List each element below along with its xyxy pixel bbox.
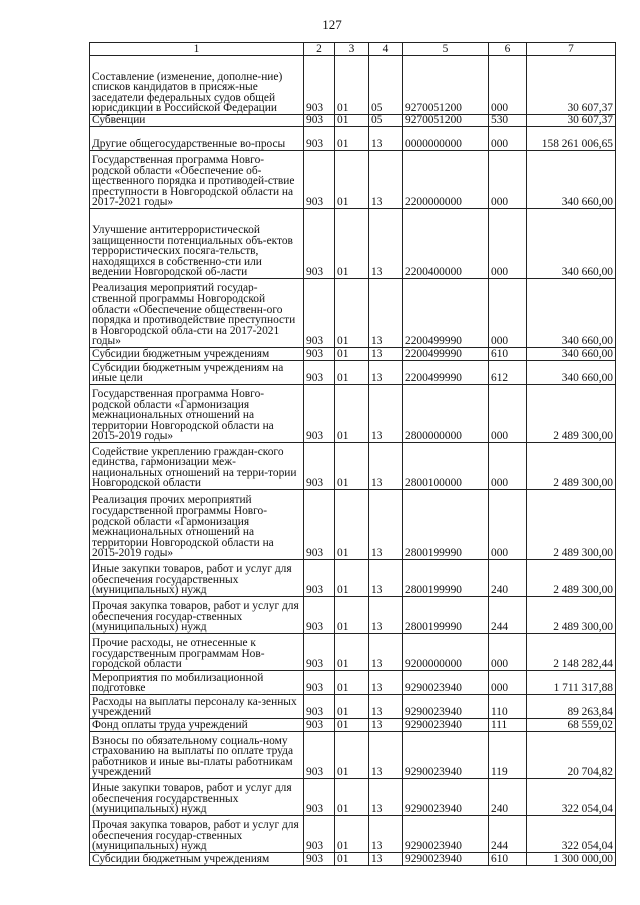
cell-item-name: Государственная программа Новго-родской области «Обеспечение об-щественного порядка и противодей-ствие преступности в Новгородской области на 2017-2021 годы» xyxy=(90,151,304,209)
table-row xyxy=(90,695,616,719)
table-row xyxy=(90,385,616,443)
cell-item-name: Прочая закупка товаров, работ и услуг для обеспечения государ-ственных (муниципальных) нужд xyxy=(90,597,304,634)
table-row xyxy=(90,732,616,779)
cell-expense-type-code: 110 xyxy=(489,695,527,719)
cell-section-code: 01 xyxy=(335,348,369,361)
cell-amount: 340 660,00 xyxy=(527,348,616,361)
cell-subsection-code: 13 xyxy=(369,779,403,816)
cell-subsection-code: 13 xyxy=(369,151,403,209)
cell-amount: 340 660,00 xyxy=(527,151,616,209)
cell-target-article-code: 2200499990 xyxy=(403,279,489,348)
cell-target-article-code: 2200400000 xyxy=(403,209,489,279)
table-header-row xyxy=(90,43,616,56)
cell-section-code: 01 xyxy=(335,597,369,634)
cell-amount: 68 559,02 xyxy=(527,719,616,732)
cell-amount: 340 660,00 xyxy=(527,279,616,348)
cell-ministry-code: 903 xyxy=(304,634,335,671)
cell-item-name: Мероприятия по мобилизационной подготовке xyxy=(90,671,304,695)
cell-item-name: Расходы на выплаты персоналу ка-зенных учреждений xyxy=(90,695,304,719)
cell-section-code: 01 xyxy=(335,732,369,779)
cell-target-article-code: 9290023940 xyxy=(403,816,489,853)
cell-subsection-code: 13 xyxy=(369,361,403,385)
cell-subsection-code: 13 xyxy=(369,732,403,779)
cell-subsection-code: 13 xyxy=(369,695,403,719)
cell-subsection-code: 05 xyxy=(369,115,403,127)
cell-item-name: Реализация прочих мероприятий государственной программы Новго-родской области «Гармонизация межнациональных отношений на территории Новгородской области на 2015-2019 годы» xyxy=(90,490,304,560)
cell-expense-type-code: 000 xyxy=(489,151,527,209)
cell-subsection-code: 05 xyxy=(369,56,403,115)
cell-item-name: Прочие расходы, не отнесенные к государственным программам Нов-городской области xyxy=(90,634,304,671)
cell-ministry-code: 903 xyxy=(304,361,335,385)
cell-item-name: Составление (изменение, дополне-ние) списков кандидатов в присяж-ные заседатели федеральных судов общей юрисдикции в Российской Федерации xyxy=(90,56,304,115)
cell-amount: 340 660,00 xyxy=(527,361,616,385)
cell-ministry-code: 903 xyxy=(304,209,335,279)
cell-subsection-code: 13 xyxy=(369,597,403,634)
cell-amount: 340 660,00 xyxy=(527,209,616,279)
cell-ministry-code: 903 xyxy=(304,597,335,634)
cell-expense-type-code: 244 xyxy=(489,597,527,634)
cell-section-code: 01 xyxy=(335,115,369,127)
cell-amount: 30 607,37 xyxy=(527,56,616,115)
cell-ministry-code: 903 xyxy=(304,816,335,853)
cell-item-name: Субсидии бюджетным учреждениям xyxy=(90,853,304,866)
cell-ministry-code: 903 xyxy=(304,127,335,151)
cell-section-code: 01 xyxy=(335,671,369,695)
cell-amount: 1 300 000,00 xyxy=(527,853,616,866)
cell-section-code: 01 xyxy=(335,361,369,385)
cell-item-name: Иные закупки товаров, работ и услуг для обеспечения государственных (муниципальных) нужд xyxy=(90,779,304,816)
table-row xyxy=(90,151,616,209)
cell-target-article-code: 9270051200 xyxy=(403,56,489,115)
cell-item-name: Фонд оплаты труда учреждений xyxy=(90,719,304,732)
cell-amount: 2 148 282,44 xyxy=(527,634,616,671)
cell-subsection-code: 13 xyxy=(369,490,403,560)
table-row xyxy=(90,853,616,866)
cell-ministry-code: 903 xyxy=(304,443,335,490)
cell-expense-type-code: 240 xyxy=(489,560,527,597)
cell-expense-type-code: 240 xyxy=(489,779,527,816)
table-row xyxy=(90,56,616,115)
table-row xyxy=(90,209,616,279)
column-header: 4 xyxy=(369,43,403,56)
cell-target-article-code: 0000000000 xyxy=(403,127,489,151)
cell-subsection-code: 13 xyxy=(369,279,403,348)
table-row xyxy=(90,719,616,732)
cell-expense-type-code: 000 xyxy=(489,490,527,560)
cell-amount: 30 607,37 xyxy=(527,115,616,127)
column-header: 1 xyxy=(90,43,304,56)
cell-subsection-code: 13 xyxy=(369,385,403,443)
cell-item-name: Прочая закупка товаров, работ и услуг для обеспечения государ-ственных (муниципальных) нужд xyxy=(90,816,304,853)
cell-target-article-code: 2800199990 xyxy=(403,597,489,634)
cell-amount: 2 489 300,00 xyxy=(527,490,616,560)
cell-item-name: Взносы по обязательному социаль-ному страхованию на выплаты по оплате труда работников и иные вы-платы работникам учреждений xyxy=(90,732,304,779)
cell-target-article-code: 2200499990 xyxy=(403,348,489,361)
cell-subsection-code: 13 xyxy=(369,560,403,597)
cell-ministry-code: 903 xyxy=(304,490,335,560)
cell-ministry-code: 903 xyxy=(304,348,335,361)
cell-section-code: 01 xyxy=(335,56,369,115)
cell-section-code: 01 xyxy=(335,816,369,853)
table-body xyxy=(90,56,616,866)
cell-section-code: 01 xyxy=(335,695,369,719)
cell-section-code: 01 xyxy=(335,127,369,151)
cell-target-article-code: 2800000000 xyxy=(403,385,489,443)
cell-target-article-code: 9200000000 xyxy=(403,634,489,671)
cell-expense-type-code: 000 xyxy=(489,443,527,490)
cell-item-name: Субсидии бюджетным учреждениям xyxy=(90,348,304,361)
column-header: 5 xyxy=(403,43,489,56)
cell-subsection-code: 13 xyxy=(369,634,403,671)
cell-target-article-code: 2800199990 xyxy=(403,490,489,560)
cell-ministry-code: 903 xyxy=(304,56,335,115)
cell-amount: 2 489 300,00 xyxy=(527,385,616,443)
cell-target-article-code: 9290023940 xyxy=(403,695,489,719)
cell-item-name: Улучшение антитеррористической защищенности потенциальных объ-ектов террористических посяга-тельств, находящихся в собственно-сти или ведении Новгородской об-ласти xyxy=(90,209,304,279)
cell-section-code: 01 xyxy=(335,279,369,348)
cell-target-article-code: 2800100000 xyxy=(403,443,489,490)
cell-target-article-code: 9270051200 xyxy=(403,115,489,127)
cell-target-article-code: 9290023940 xyxy=(403,671,489,695)
cell-section-code: 01 xyxy=(335,560,369,597)
cell-section-code: 01 xyxy=(335,490,369,560)
cell-item-name: Субвенции xyxy=(90,115,304,127)
cell-item-name: Иные закупки товаров, работ и услуг для обеспечения государственных (муниципальных) нужд xyxy=(90,560,304,597)
cell-target-article-code: 2200000000 xyxy=(403,151,489,209)
table-row xyxy=(90,490,616,560)
cell-target-article-code: 9290023940 xyxy=(403,853,489,866)
cell-ministry-code: 903 xyxy=(304,115,335,127)
cell-expense-type-code: 119 xyxy=(489,732,527,779)
page-number: 127 xyxy=(322,17,342,32)
cell-expense-type-code: 530 xyxy=(489,115,527,127)
cell-ministry-code: 903 xyxy=(304,279,335,348)
cell-expense-type-code: 610 xyxy=(489,348,527,361)
cell-amount: 322 054,04 xyxy=(527,816,616,853)
cell-subsection-code: 13 xyxy=(369,719,403,732)
cell-ministry-code: 903 xyxy=(304,853,335,866)
cell-expense-type-code: 000 xyxy=(489,671,527,695)
table-row xyxy=(90,560,616,597)
cell-ministry-code: 903 xyxy=(304,719,335,732)
cell-ministry-code: 903 xyxy=(304,779,335,816)
cell-target-article-code: 9290023940 xyxy=(403,732,489,779)
cell-section-code: 01 xyxy=(335,209,369,279)
cell-target-article-code: 2200499990 xyxy=(403,361,489,385)
table-row xyxy=(90,779,616,816)
cell-section-code: 01 xyxy=(335,853,369,866)
cell-expense-type-code: 610 xyxy=(489,853,527,866)
column-header: 6 xyxy=(489,43,527,56)
cell-section-code: 01 xyxy=(335,151,369,209)
table-row xyxy=(90,597,616,634)
cell-section-code: 01 xyxy=(335,385,369,443)
cell-subsection-code: 13 xyxy=(369,443,403,490)
cell-expense-type-code: 244 xyxy=(489,816,527,853)
table-row xyxy=(90,361,616,385)
cell-target-article-code: 2800199990 xyxy=(403,560,489,597)
table-row xyxy=(90,115,616,127)
cell-ministry-code: 903 xyxy=(304,695,335,719)
column-header: 7 xyxy=(527,43,616,56)
cell-expense-type-code: 000 xyxy=(489,279,527,348)
cell-expense-type-code: 000 xyxy=(489,634,527,671)
cell-ministry-code: 903 xyxy=(304,671,335,695)
table-row xyxy=(90,443,616,490)
cell-amount: 322 054,04 xyxy=(527,779,616,816)
cell-expense-type-code: 111 xyxy=(489,719,527,732)
cell-section-code: 01 xyxy=(335,719,369,732)
cell-expense-type-code: 612 xyxy=(489,361,527,385)
cell-ministry-code: 903 xyxy=(304,151,335,209)
table-row xyxy=(90,816,616,853)
column-header: 2 xyxy=(304,43,335,56)
cell-expense-type-code: 000 xyxy=(489,127,527,151)
cell-item-name: Субсидии бюджетным учреждениям на иные цели xyxy=(90,361,304,385)
cell-subsection-code: 13 xyxy=(369,816,403,853)
cell-section-code: 01 xyxy=(335,443,369,490)
table-row xyxy=(90,348,616,361)
cell-amount: 2 489 300,00 xyxy=(527,560,616,597)
cell-target-article-code: 9290023940 xyxy=(403,719,489,732)
table-row xyxy=(90,279,616,348)
cell-subsection-code: 13 xyxy=(369,853,403,866)
cell-item-name: Реализация мероприятий государ-ственной программы Новгородской области «Обеспечение общественн-ого порядка и противодействие преступности в Новгородской обла-сти на 2017-2021 годы» xyxy=(90,279,304,348)
table-row xyxy=(90,634,616,671)
cell-item-name: Государственная программа Новго-родской области «Гармонизация межнациональных отношений на территории Новгородской области на 2015-2019 годы» xyxy=(90,385,304,443)
cell-section-code: 01 xyxy=(335,779,369,816)
cell-amount: 89 263,84 xyxy=(527,695,616,719)
cell-item-name: Содействие укреплению граждан-ского единства, гармонизации меж-национальных отношений на терри-тории Новгородской области xyxy=(90,443,304,490)
cell-ministry-code: 903 xyxy=(304,560,335,597)
cell-amount: 20 704,82 xyxy=(527,732,616,779)
cell-amount: 2 489 300,00 xyxy=(527,597,616,634)
cell-amount: 158 261 006,65 xyxy=(527,127,616,151)
table-row xyxy=(90,127,616,151)
table-row xyxy=(90,671,616,695)
budget-table xyxy=(89,42,616,866)
cell-expense-type-code: 000 xyxy=(489,385,527,443)
cell-subsection-code: 13 xyxy=(369,127,403,151)
cell-subsection-code: 13 xyxy=(369,348,403,361)
cell-section-code: 01 xyxy=(335,634,369,671)
cell-target-article-code: 9290023940 xyxy=(403,779,489,816)
cell-ministry-code: 903 xyxy=(304,732,335,779)
cell-subsection-code: 13 xyxy=(369,671,403,695)
cell-amount: 1 711 317,88 xyxy=(527,671,616,695)
cell-expense-type-code: 000 xyxy=(489,209,527,279)
cell-expense-type-code: 000 xyxy=(489,56,527,115)
cell-amount: 2 489 300,00 xyxy=(527,443,616,490)
cell-subsection-code: 13 xyxy=(369,209,403,279)
cell-ministry-code: 903 xyxy=(304,385,335,443)
column-header: 3 xyxy=(335,43,369,56)
cell-item-name: Другие общегосударственные во-просы xyxy=(90,127,304,151)
